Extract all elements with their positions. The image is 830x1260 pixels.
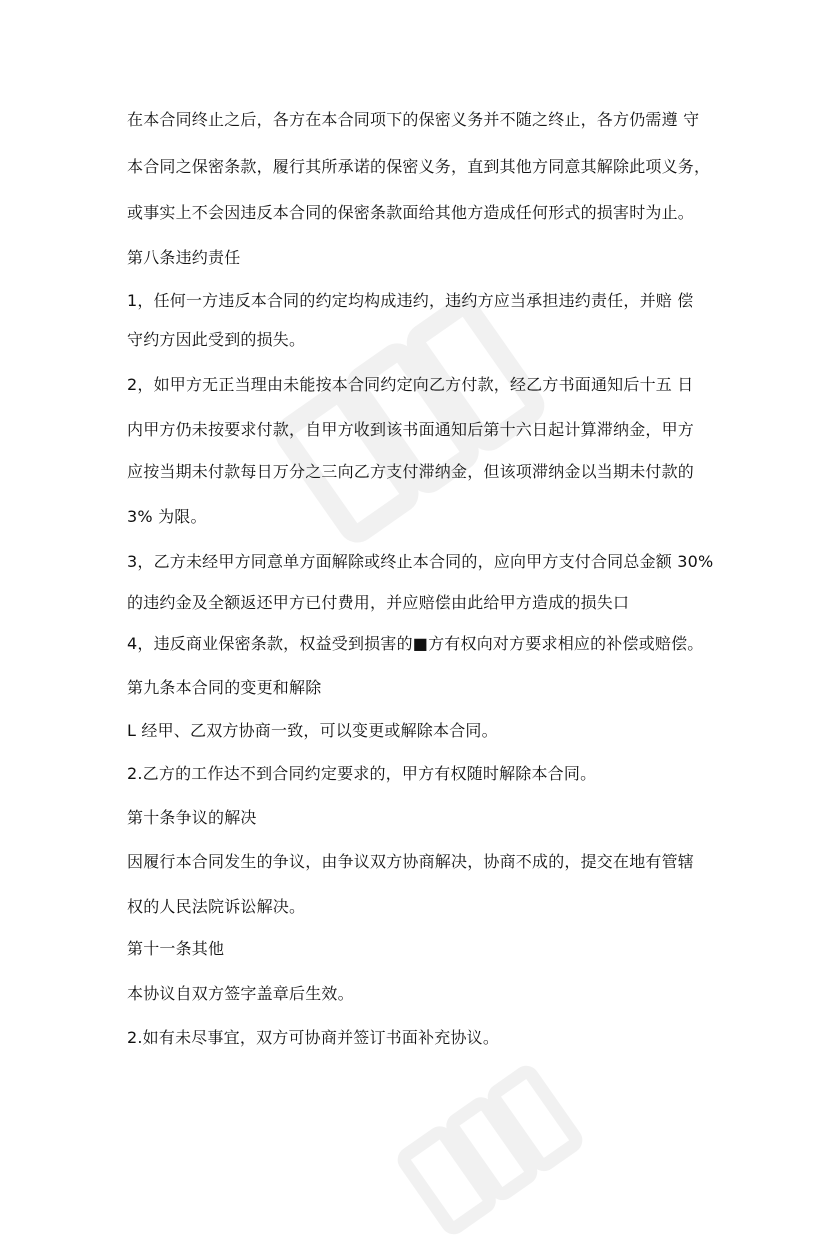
paragraph-line: 本协议自双方签字盖章后生效。 [127, 984, 354, 1003]
paragraph-line: 因履行本合同发生的争议，由争议双方协商解决，协商不成的，提交在地有管辖 [127, 852, 695, 871]
paragraph-line: 3% 为限。 [127, 507, 207, 526]
paragraph-line: 4，违反商业保密条款，权益受到损害的■方有权向对方要求相应的补偿或赔偿。 [127, 634, 704, 653]
section-heading-11: 第十一条其他 [127, 939, 225, 958]
paragraph-line: 在本合同终止之后，各方在本合同项下的保密义务并不随之终止，各方仍需遵 守 [127, 110, 700, 129]
section-heading-10: 第十条争议的解决 [127, 808, 257, 827]
watermark-logo-bottom [380, 1040, 600, 1260]
paragraph-line: 权的人民法院诉讼解决。 [127, 897, 306, 916]
paragraph-line: 或事实上不会因违反本合同的保密条款面给其他方造成任何形式的损害时为止。 [127, 203, 695, 222]
paragraph-line: 内甲方仍未按要求付款，自甲方收到该书面通知后第十六日起计算滞纳金，甲方 [127, 420, 695, 439]
paragraph-line: 1，任何一方违反本合同的约定均构成违约，违约方应当承担违约责任，并赔 偿 [127, 291, 694, 310]
paragraph-line: 2.如有未尽事宜，双方可协商并签订书面补充协议。 [127, 1028, 500, 1047]
paragraph-line: L 经甲、乙双方协商一致，可以变更或解除本合同。 [127, 721, 498, 740]
paragraph-line: 3，乙方未经甲方同意单方面解除或终止本合同的，应向甲方支付合同总金额 30% [127, 552, 714, 571]
section-heading-8: 第八条违约责任 [127, 248, 241, 267]
paragraph-line: 2，如甲方无正当理由未能按本合同约定向乙方付款，经乙方书面通知后十五 日 [127, 375, 694, 394]
paragraph-line: 应按当期未付款每日万分之三向乙方支付滞纳金，但该项滞纳金以当期未付款的 [127, 462, 695, 481]
section-heading-9: 第九条本合同的变更和解除 [127, 678, 322, 697]
paragraph-line: 2.乙方的工作达不到合同约定要求的，甲方有权随时解除本合同。 [127, 764, 597, 783]
paragraph-line: 的违约金及全额返还甲方已付费用，并应赔偿由此给甲方造成的损失口 [127, 593, 630, 612]
paragraph-line: 守约方因此受到的损失。 [127, 330, 306, 349]
paragraph-line: 本合同之保密条款，履行其所承诺的保密义务，直到其他方同意其解除此项义务， [127, 157, 711, 176]
